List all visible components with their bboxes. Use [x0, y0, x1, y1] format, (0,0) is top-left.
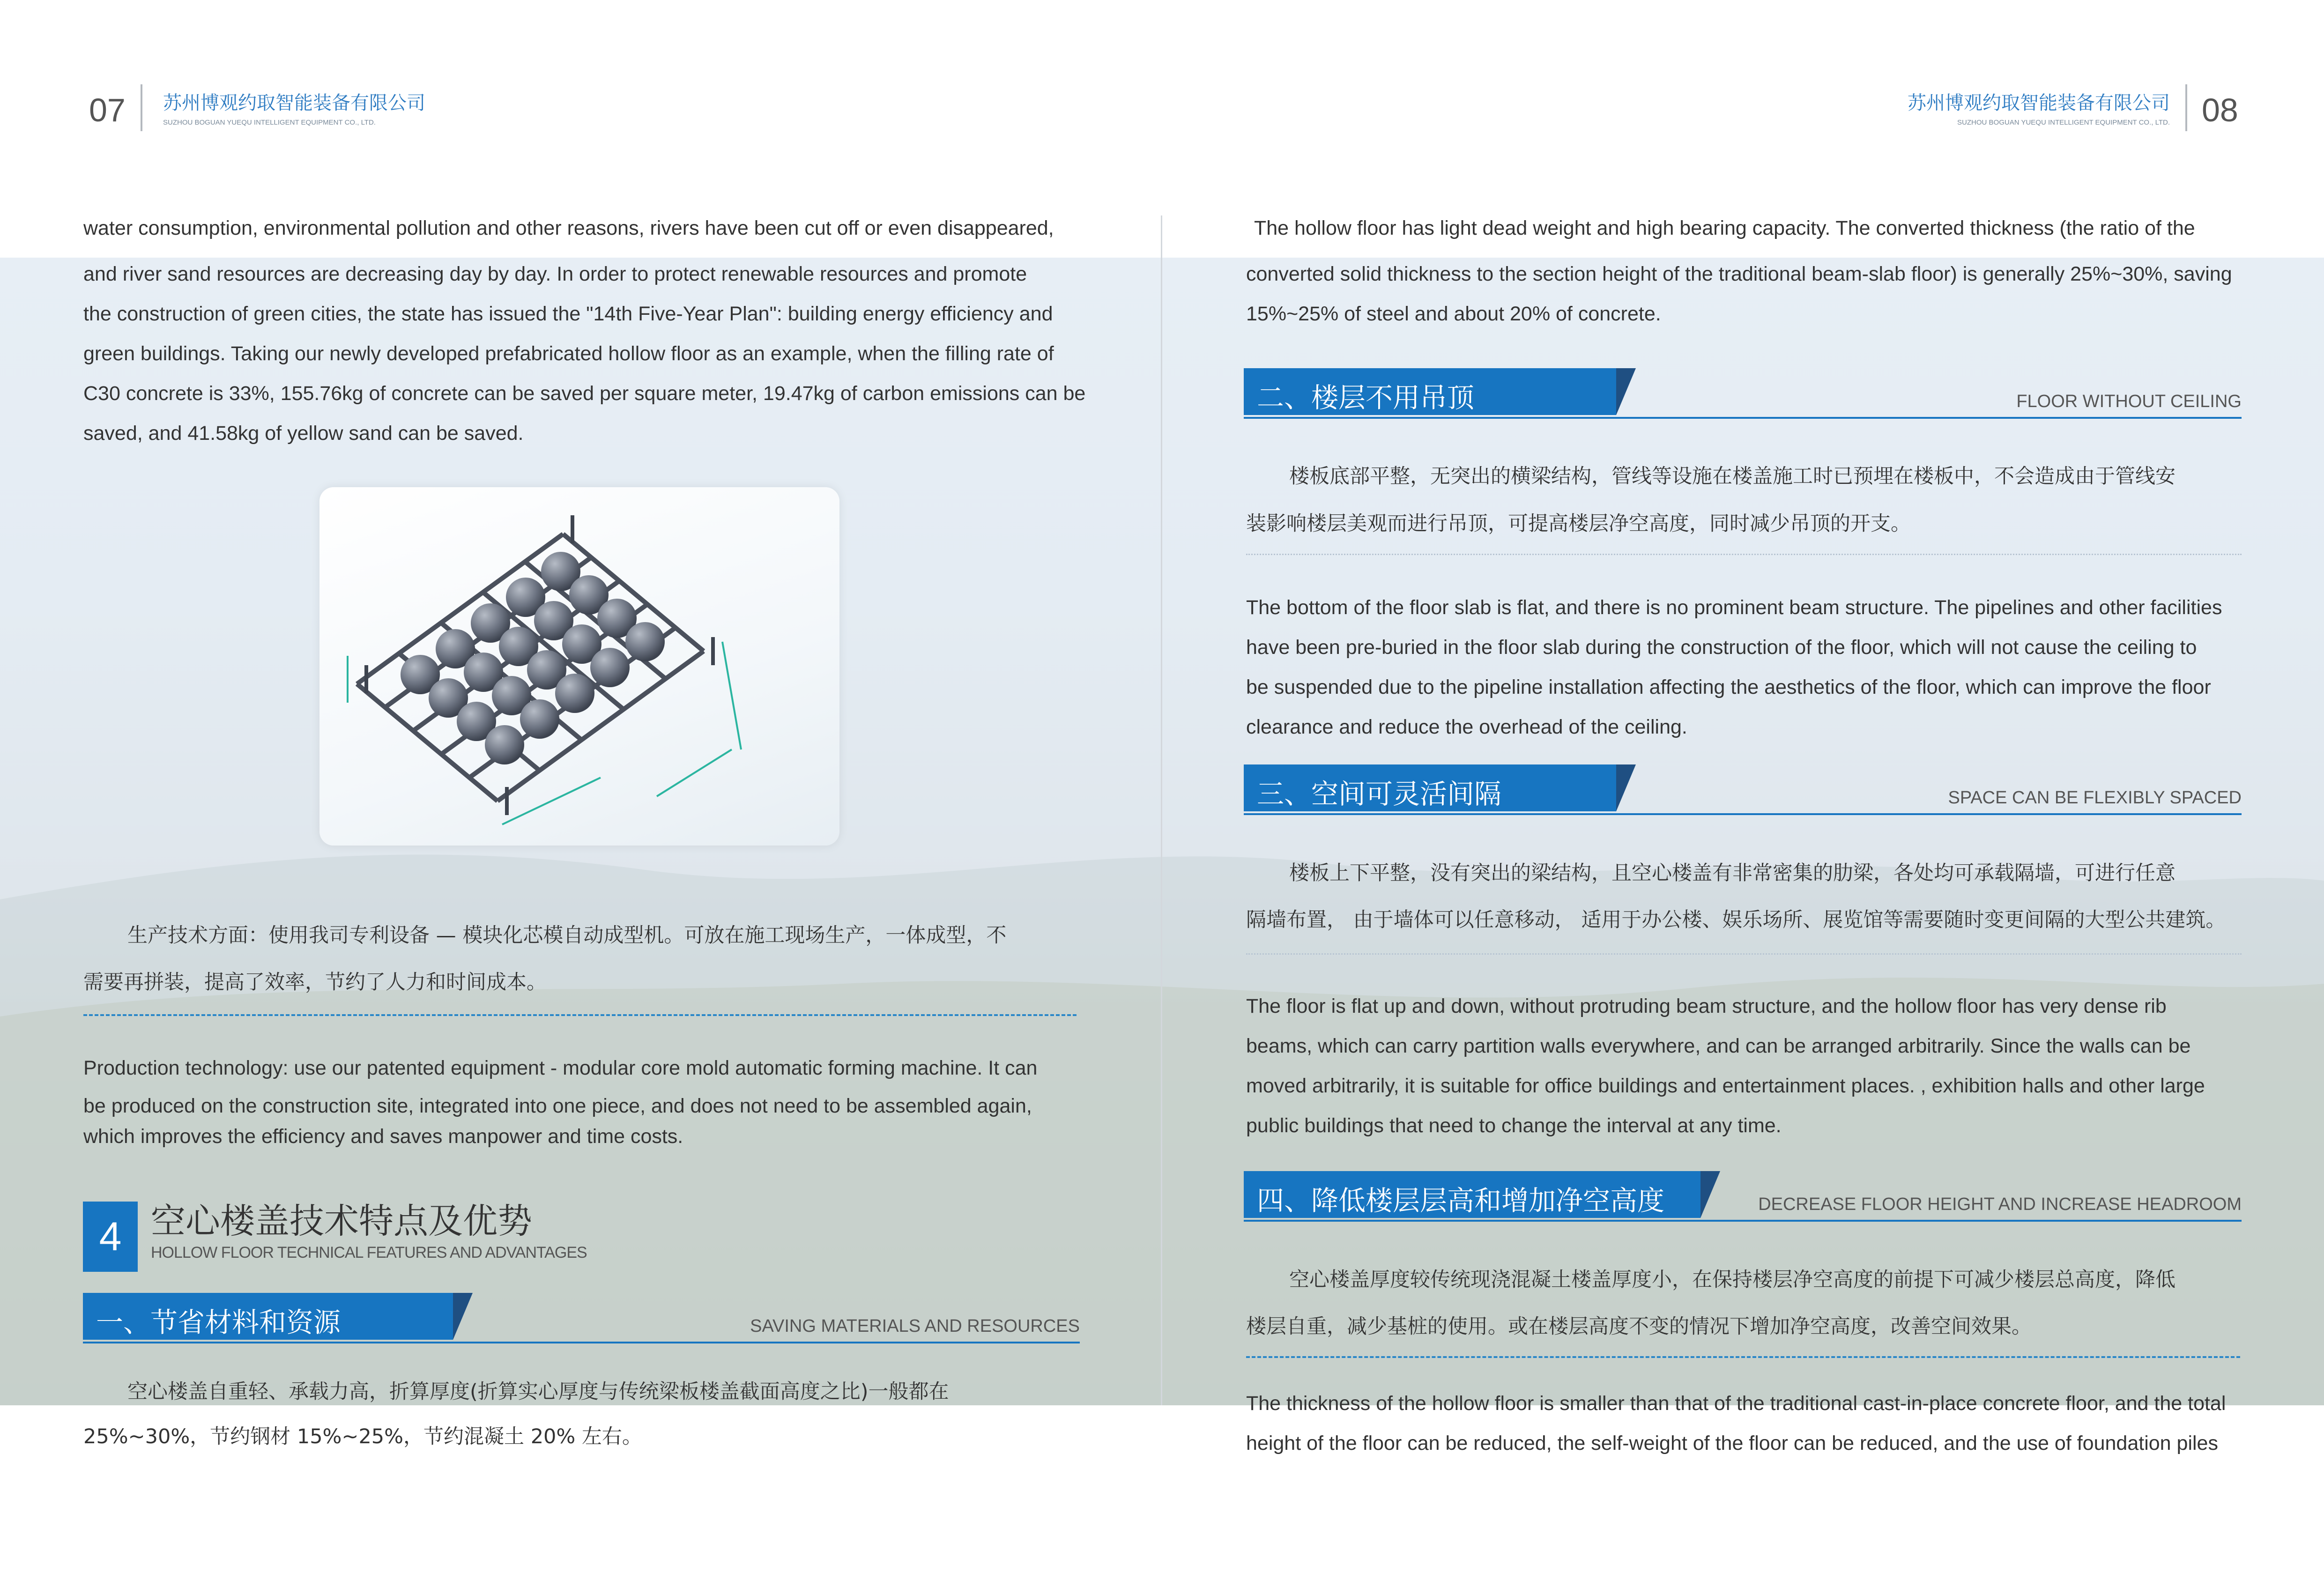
hollow-floor-3d-render — [319, 487, 839, 846]
company-name-cn: 苏州博观约取智能装备有限公司 — [1908, 92, 2170, 114]
text-line: converted solid thickness to the section height of the traditional beam-slab floor) is generally 25%~30%, saving — [1246, 263, 2232, 285]
text-line: 装影响楼层美观而进行吊顶，可提高楼层净空高度，同时减少吊顶的开支。 — [1246, 512, 1911, 535]
text-line: green buildings. Taking our newly developed prefabricated hollow floor as an example, when the filling rate of — [83, 342, 1054, 365]
right-page-number: 08 — [2202, 92, 2238, 128]
section-title-en: SAVING MATERIALS AND RESOURCES — [750, 1316, 1080, 1336]
text-line: 空心楼盖自重轻、承载力高，折算厚度(折算实心厚度与传统梁板楼盖截面高度之比)一般都在 — [127, 1380, 949, 1403]
section-header-floor-without-ceiling — [1244, 368, 2242, 420]
text-line: be produced on the construction site, integrated into one piece, and does not need to be assembled again, — [83, 1095, 1032, 1117]
text-line: be suspended due to the pipeline installation affecting the aesthetics of the floor, which can improve the floor — [1246, 676, 2211, 698]
company-name-cn: 苏州博观约取智能装备有限公司 — [163, 92, 425, 114]
section-title: 一、节省材料和资源 — [96, 1306, 341, 1338]
text-line: 楼板上下平整，没有突出的梁结构，且空心楼盖有非常密集的肋梁，各处均可承载隔墙，可进行任意 — [1289, 861, 2176, 885]
text-line: The hollow floor has light dead weight and high bearing capacity. The converted thickness (the ratio of the — [1254, 217, 2195, 239]
section-title-bar-tip — [1700, 1171, 1720, 1218]
text-line: water consumption, environmental pollution and other reasons, rivers have been cut off or even disappeared, — [83, 217, 1054, 239]
text-line: clearance and reduce the overhead of the ceiling. — [1246, 716, 1687, 738]
text-line: which improves the efficiency and saves manpower and time costs. — [83, 1125, 683, 1148]
text-line: The bottom of the floor slab is flat, and there is no prominent beam structure. The pipelines and other facilities — [1246, 596, 2222, 619]
text-line: 楼层自重，减少基桩的使用。或在楼层高度不变的情况下增加净空高度，改善空间效果。 — [1246, 1315, 2032, 1338]
text-line: the construction of green cities, the state has issued the "14th Five-Year Plan": building energy efficiency and — [83, 303, 1053, 325]
text-line: The floor is flat up and down, without protruding beam structure, and the hollow floor has very dense rib — [1246, 995, 2167, 1017]
text-line: beams, which can carry partition walls everywhere, and can be arranged arbitrarily. Since the walls can be — [1246, 1035, 2191, 1057]
section-title-bar-tip — [1616, 764, 1636, 811]
text-line: height of the floor can be reduced, the self-weight of the floor can be reduced, and the use of foundation piles — [1246, 1432, 2218, 1454]
section-header-decrease-floor-height — [1244, 1171, 2242, 1223]
text-line: The thickness of the hollow floor is smaller than that of the traditional cast-in-place concrete floor, and the total — [1246, 1392, 2226, 1415]
section-header-saving-materials — [83, 1293, 1080, 1344]
text-line: 生产技术方面：使用我司专利设备 — 模块化芯模自动成型机。可放在施工现场生产，一体成型，不 — [127, 924, 1007, 947]
text-line: C30 concrete is 33%, 155.76kg of concrete can be saved per square meter, 19.47kg of carbon emissions can be — [83, 382, 1086, 405]
text-line: saved, and 41.58kg of yellow sand can be saved. — [83, 422, 524, 445]
text-line: and river sand resources are decreasing day by day. In order to protect renewable resources and promote — [83, 263, 1027, 285]
dotted-divider — [1246, 554, 2242, 555]
section-title-en: SPACE CAN BE FLEXIBLY SPACED — [1948, 788, 2242, 808]
section-subtitle: HOLLOW FLOOR TECHNICAL FEATURES AND ADVANTAGES — [151, 1244, 587, 1261]
header-divider-left — [141, 84, 142, 131]
text-line: 楼板底部平整，无突出的横梁结构，管线等设施在楼盖施工时已预埋在楼板中，不会造成由于管线安 — [1289, 465, 2176, 488]
section-underline — [1244, 813, 2242, 815]
section-title: 空心楼盖技术特点及优势 — [151, 1201, 532, 1241]
text-line: 隔墙布置， 由于墙体可以任意移动， 适用于办公楼、娱乐场所、展览馆等需要随时变更间隔的大型公共建筑。 — [1246, 908, 2226, 932]
section-title-bar-tip — [1616, 368, 1636, 415]
section-title-bar-tip — [453, 1293, 473, 1340]
dashed-divider — [83, 1014, 1077, 1016]
text-line: 25%~30%，节约钢材 15%~25%，节约混凝土 20% 左右。 — [83, 1425, 642, 1448]
text-line: 空心楼盖厚度较传统现浇混凝土楼盖厚度小，在保持楼层净空高度的前提下可减少楼层总高度，降低 — [1289, 1268, 2176, 1291]
text-line: 需要再拼装，提高了效率，节约了人力和时间成本。 — [83, 971, 547, 994]
right-brand — [1902, 88, 2170, 126]
dotted-divider — [1246, 953, 2242, 955]
text-line: have been pre-buried in the floor slab during the construction of the floor, which will not cause the ceiling to — [1246, 636, 2197, 659]
text-line: moved arbitrarily, it is suitable for office buildings and entertainment places. , exhibition halls and other large — [1246, 1075, 2205, 1097]
company-name-en: SUZHOU BOGUAN YUEQU INTELLIGENT EQUIPMENT CO., LTD. — [1957, 119, 2170, 126]
section-title: 四、降低楼层层高和增加净空高度 — [1257, 1185, 1665, 1217]
rebar-cage-graphic — [319, 487, 839, 846]
text-line: public buildings that need to change the interval at any time. — [1246, 1114, 1782, 1137]
text-line: 15%~25% of steel and about 20% of concrete. — [1246, 303, 1661, 325]
section-number-badge: 4 — [83, 1202, 138, 1272]
section-header-space-flexibly-spaced — [1244, 764, 2242, 816]
text-line: Production technology: use our patented equipment - modular core mold automatic forming machine. It can — [83, 1057, 1038, 1079]
section-title: 二、楼层不用吊顶 — [1257, 382, 1475, 414]
section-title-en: DECREASE FLOOR HEIGHT AND INCREASE HEADROOM — [1758, 1195, 2242, 1214]
left-page-number: 07 — [89, 92, 126, 128]
section-title: 三、空间可灵活间隔 — [1257, 778, 1502, 810]
section-underline — [83, 1342, 1080, 1343]
section-underline — [1244, 1220, 2242, 1222]
header-divider-right — [2185, 84, 2187, 131]
left-brand — [163, 88, 425, 126]
company-name-en: SUZHOU BOGUAN YUEQU INTELLIGENT EQUIPMENT CO., LTD. — [163, 119, 376, 126]
section-title-en: FLOOR WITHOUT CEILING — [2016, 392, 2242, 411]
dashed-divider — [1246, 1356, 2240, 1358]
page-divider — [1161, 215, 1162, 1405]
section-underline — [1244, 417, 2242, 419]
